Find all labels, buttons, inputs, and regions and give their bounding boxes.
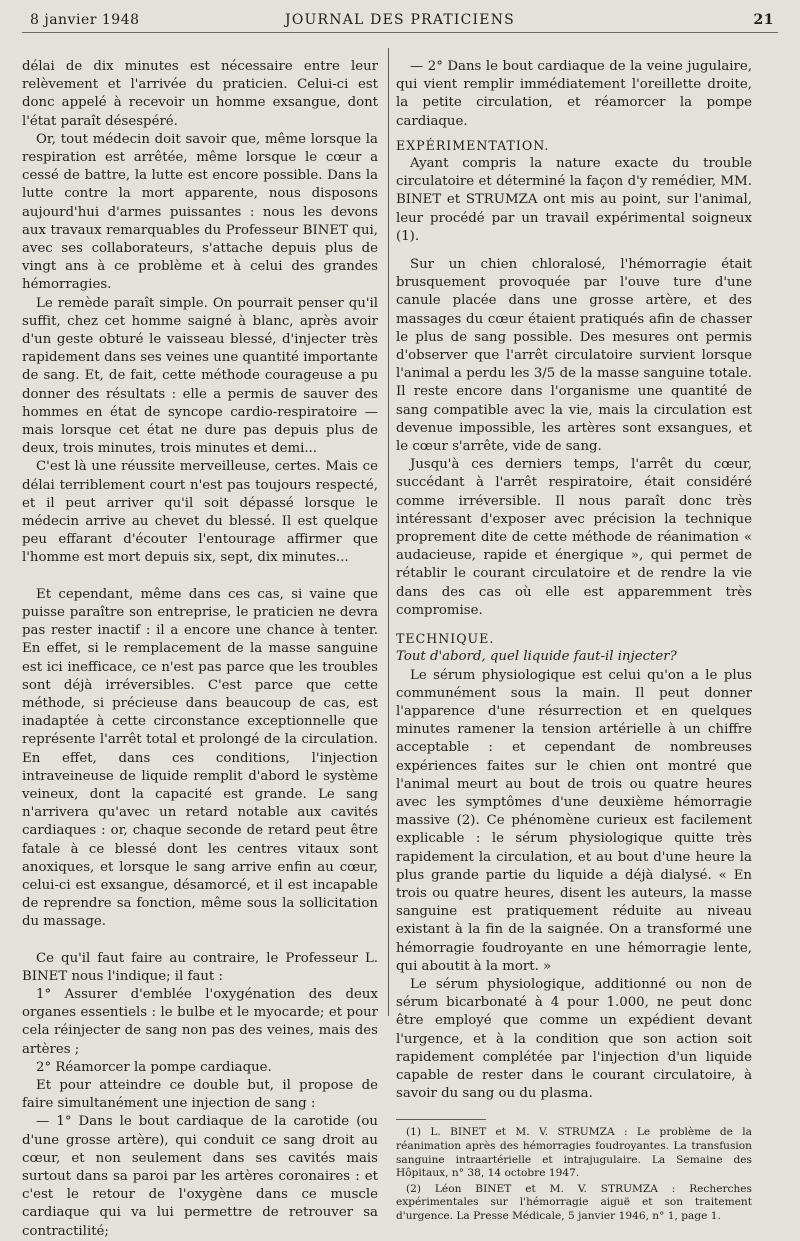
paragraph: Ayant compris la nature exacte du trouble circulatoire et déterminé la façon d'y remédier, MM. BINET et STRUMZA ont mis au point, sur l'animal, leur procédé par un travail expérimental soigneux (1).	[396, 156, 752, 244]
section-title-experimentation: EXPÉRIMENTATION.	[396, 137, 550, 153]
paragraph: délai de dix minutes est nécessaire entre leur relèvement et l'arrivée du praticien. Celui-ci est donc appelé à recevoir un homme exsangue, dont l'état paraît désespéré.	[22, 59, 378, 129]
page-number: 21	[753, 12, 774, 28]
running-header	[22, 10, 778, 33]
right-column	[396, 58, 752, 1226]
list-item: 2° Réamorcer la pompe cardiaque.	[36, 1059, 272, 1075]
journal-title: JOURNAL DES PRATICIENS	[285, 12, 515, 28]
paragraph: Le sérum physiologique, additionné ou non de sérum bicarbonaté à 4 pour 1.000, ne peut donc être employé que comme un expédient devant l'urgence, et à la condition que son action soit rapidement complétée par l'injection d'un liquide capable de rester dans le courant circulatoire, à savoir du sang ou du plasma.	[396, 976, 752, 1102]
paragraph: Jusqu'à ces derniers temps, l'arrêt du cœur, succédant à l'arrêt respiratoire, était considéré comme irréversible. Il nous paraît donc très intéressant d'exposer avec précision la technique proprement dite de cette méthode de réanimation « audacieuse, rapide et énergique », qui permet de rétablir le courant circulatoire et de rendre la vie dans des cas où elle est apparemment très compromise.	[396, 457, 752, 618]
list-item: — 2° Dans le bout cardiaque de la veine jugulaire, qui vient remplir immédiatement l'oreillette droite, la petite circulation, et réamorcer la pompe cardiaque.	[396, 59, 752, 129]
subheading: Tout d'abord, quel liquide faut-il injecter?	[396, 649, 677, 665]
paragraph: Sur un chien chloralosé, l'hémorragie était brusquement provoquée par l'ouve ture d'une canule placée dans une grosse artère, et des massages du cœur étaient pratiqués afin de chasser le plus de sang possible. Des mesures ont permis d'observer que l'arrêt circulatoire survient lorsque l'animal a perdu les 3/5 de la masse sanguine totale. Il reste encore dans l'organisme une quantité de sang compatible avec la vie, mais la circulation est devenue impossible, les artères sont exsangues, et le cœur s'arrête, vide de sang.	[396, 257, 752, 455]
paragraph: Ce qu'il faut faire au contraire, le Professeur L. BINET nous l'indique; il faut :	[22, 950, 378, 984]
section-title-technique: TECHNIQUE.	[396, 631, 495, 647]
paragraph: Le remède paraît simple. On pourrait penser qu'il suffit, chez cet homme saigné à blanc, après avoir d'un geste obturé le vaisseau blessé, d'injecter très rapidement dans ses veines une quantité importante de sang. Et, de fait, cette méthode courageuse a pu donner des résultats : elle a permis de sauver des hommes en état de syncope cardio-respiratoire — mais lorsque cet état ne dure pas depuis plus de deux, trois minutes, trois minutes et demi...	[22, 295, 378, 457]
footnote: (1) L. BINET et M. V. STRUMZA : Le problème de la réanimation après des hémorragies foudroyantes. La transfusion sanguine intraartérielle et intrajugulaire. La Semaine des Hôpitaux, n° 38, 14 octobre 1947.	[396, 1126, 752, 1180]
paragraph: Et pour atteindre ce double but, il propose de faire simultanément une injection de sang :	[22, 1077, 378, 1112]
column-divider	[388, 48, 389, 1016]
header-date: 8 janvier 1948	[30, 12, 140, 28]
list-item: 1° Assurer d'emblée l'oxygénation des deux organes essentiels : le bulbe et le myocarde; et pour cela réinjecter de sang non pas des veines, mais des artères ;	[22, 986, 378, 1057]
paragraph: Or, tout médecin doit savoir que, même lorsque la respiration est arrêtée, même lorsque le cœur a cessé de battre, la lutte est encore possible. Dans la lutte contre la mort apparente, nous disposons aujourd'hui d'armes puissantes : nous les devons aux travaux remarquables du Professeur BINET qui, avec ses collaborateurs, s'attache depuis plus de vingt ans à ce problème et à celui des grandes hémorragies.	[22, 131, 378, 293]
list-item: — 1° Dans le bout cardiaque de la carotide (ou d'une grosse artère), qui conduit ce sang droit au cœur, et non seulement dans ses cavités mais surtout dans sa paroi par les artères coronaires : et c'est le retour de l'oxygène dans ce muscle cardiaque qui va lui permettre de retrouver sa contractilité;	[22, 1114, 378, 1239]
paragraph: Le sérum physiologique est celui qu'on a le plus communément sous la main. Il peut donner l'apparence d'une résurrection et en quelques minutes ramener la tension artérielle à un chiffre acceptable : et cependant de nombreuses expériences faites sur le chien ont montré que l'animal meurt au bout de trois ou quatre heures avec les symptômes d'une deuxième hémorragie massive (2). Ce phénomène curieux est facilement explicable : le sérum physiologique quitte très rapidement la circulation, et au bout d'une heure la plus grande partie du liquide a déjà dialysé. « En trois ou quatre heures, disent les auteurs, la masse sanguine est pratiquement réduite au niveau existant à la fin de la saignée. On a transformé une hémorragie foudroyante en une hémorragie lente, qui aboutit à la mort. »	[396, 667, 752, 974]
left-column	[22, 58, 378, 1241]
footnote: (2) Léon BINET et M. V. STRUMZA : Recherches expérimentales sur l'hémorragie aiguë et son traitement d'urgence. La Presse Médicale, 5 janvier 1946, n° 1, page 1.	[396, 1182, 752, 1222]
footnote-separator	[396, 1119, 486, 1120]
paragraph: Et cependant, même dans ces cas, si vaine que puisse paraître son entreprise, le praticien ne devra pas rester inactif : il a encore une chance à tenter. En effet, si le remplacement de la masse sanguine est ici inefficace, ce n'est pas parce que les troubles sont déjà irréversibles. C'est parce que cette méthode, si précieuse dans beaucoup de cas, est inadaptée à cette circonstance exceptionnelle que représente l'arrêt total et prolongé de la circulation. En effet, dans ces conditions, l'injection intraveineuse de liquide remplit d'abord le système veineux, dont la capacité est grande. Le sang n'arrivera qu'avec un retard notable aux cavités cardiaques : or, chaque seconde de retard peut être fatale à ce blessé dont les centres vitaux sont anoxiques, et lorsque le sang arrive enfin au cœur, celui-ci est exsangue, désamorcé, et il est incapable de reprendre sa fonction, même sous la sollicitation du massage.	[22, 586, 378, 930]
paragraph: C'est là une réussite merveilleuse, certes. Mais ce délai terriblement court n'est pas toujours respecté, et il peut arriver qu'il soit dépassé lorsque le médecin arrive au chevet du blessé. Il est quelque peu effarant d'écouter l'entourage affirmer que l'homme est mort depuis six, sept, dix minutes...	[22, 459, 378, 566]
